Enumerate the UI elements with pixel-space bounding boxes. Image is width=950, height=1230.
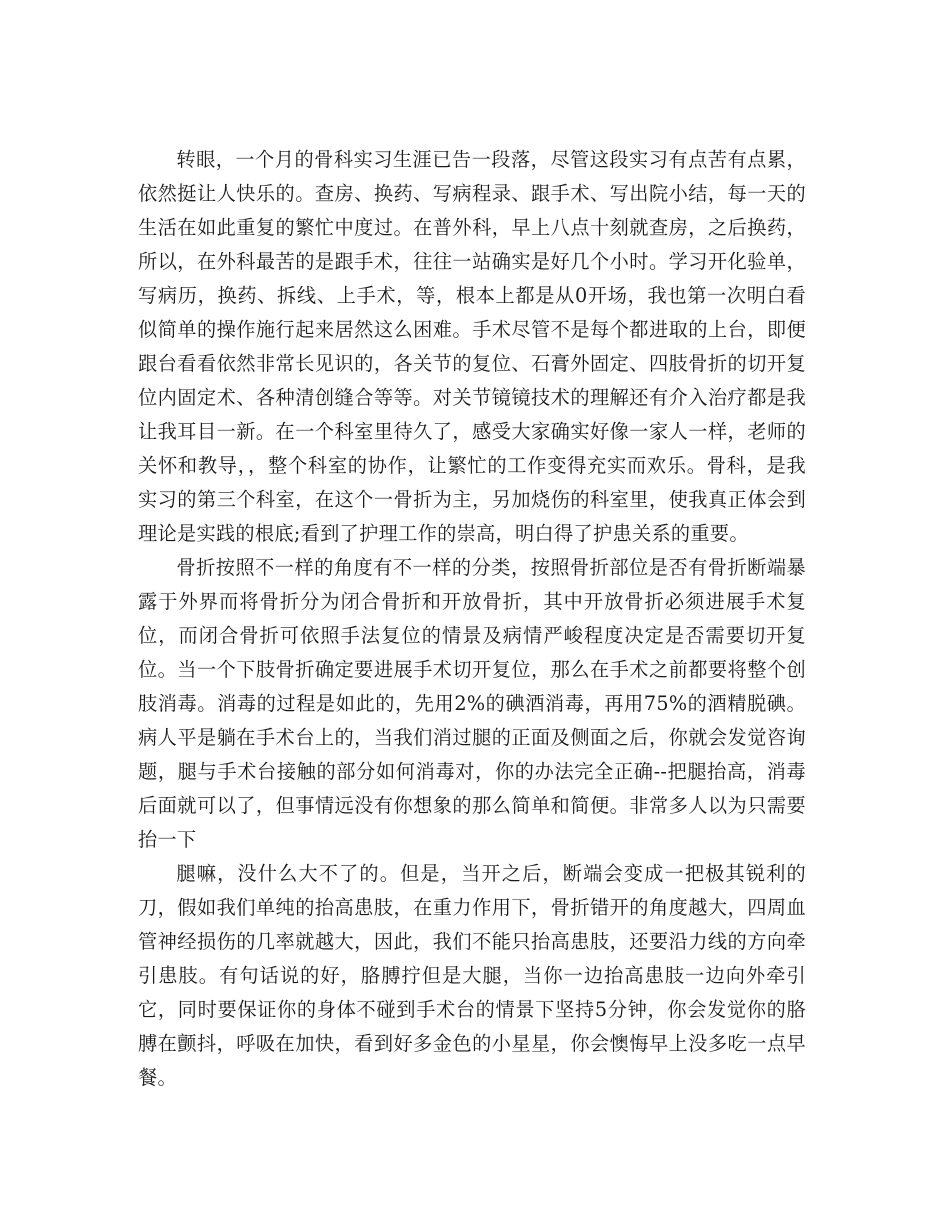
paragraph-fracture-classification: 骨折按照不一样的角度有不一样的分类，按照骨折部位是否有骨折断端暴露于外界而将骨折分为闭合骨折和开放骨折，其中开放骨折必须进展手术复位，而闭合骨折可依照手法复位的情景及病情严峻程度决定是否需要切开复位。当一个下肢骨折确定要进展手术切开复位，那么在手术之前都要将整个创肢消毒。消毒的过程是如此的，先用2%的碘酒消毒，再用75%的酒精脱碘。病人平是躺在手术台上的，当我们消过腿的正面及侧面之后，你就会发觉咨询题，腿与手术台接触的部分如何消毒对，你的办法完全正确--把腿抬高，消毒后面就可以了，但事情远没有你想象的那么简单和简便。非常多人以为只需要抬一下 bbox=[138, 556, 806, 851]
document-body bbox=[138, 143, 806, 1095]
paragraph-internship-summary: 转眼，一个月的骨科实习生涯已告一段落，尽管这段实习有点苦有点累，依然挺让人快乐的。查房、换药、写病程录、跟手术、写出院小结，每一天的生活在如此重复的繁忙中度过。在普外科，早上八点十刻就查房，之后换药，所以，在外科最苦的是跟手术，往往一站确实是好几个小时。学习开化验单，写病历，换药、拆线、上手术，等，根本上都是从0开场，我也第一次明白看似简单的操作施行起来居然这么困难。手术尽管不是每个都进取的上台，即便跟台看看依然非常长见识的，各关节的复位、石膏外固定、四肢骨折的切开复位内固定术、各种清创缝合等等。对关节镜镜技术的理解还有介入治疗都是我让我耳目一新。在一个科室里待久了，感受大家确实好像一家人一样，老师的关怀和教导，，整个科室的协作，让繁忙的工作变得充实而欢乐。骨科，是我实习的第三个科室，在这个一骨折为主，另加烧伤的科室里，使我真正体会到理论是实践的根底;看到了护理工作的崇高，明白得了护患关系的重要。 bbox=[138, 148, 806, 545]
paragraph-limb-traction: 腿嘛，没什么大不了的。但是，当开之后，断端会变成一把极其锐利的刀，假如我们单纯的抬高患肢，在重力作用下，骨折错开的角度越大，四周血管神经损伤的几率就越大，因此，我们不能只抬高患肢，还要沿力线的方向牵引患肢。有句话说的好，胳膊拧但是大腿，当你一边抬高患肢一边向外牵引它，同时要保证你的身体不碰到手术台的情景下坚持5分钟，你会发觉你的胳膊在颤抖，呼吸在加快，看到好多金色的小星星，你会懊悔早上没多吃一点早餐。 bbox=[138, 862, 806, 1089]
